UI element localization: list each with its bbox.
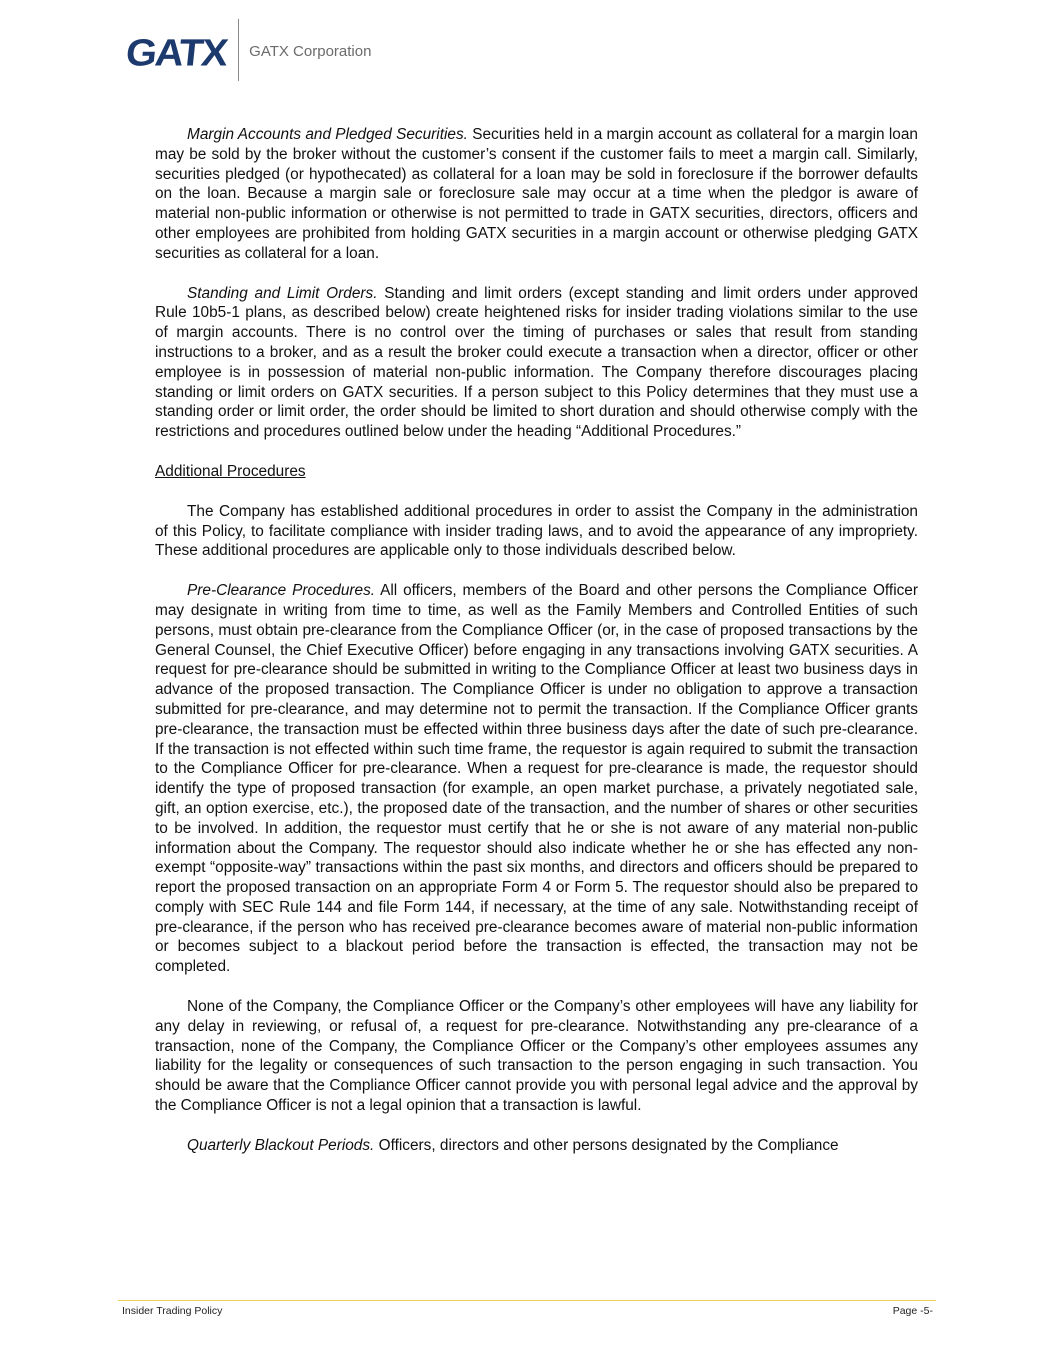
- gatx-logo: GATX: [123, 32, 229, 74]
- paragraph-text: Officers, directors and other persons designated by the Compliance: [374, 1136, 839, 1154]
- paragraph-lead: Standing and Limit Orders.: [187, 284, 378, 302]
- section-heading-additional-procedures: Additional Procedures: [155, 462, 306, 480]
- logo-divider: [238, 19, 239, 81]
- paragraph-blackout: [155, 1136, 918, 1156]
- paragraph-liability: None of the Company, the Compliance Officer or the Company’s other employees will have any liability for any delay in reviewing, or refusal of, a request for pre-clearance. Notwithstanding any pre-clearance of a transaction, none of the Company, the Compliance Officer or the Company’s other employees assumes any liability for the legality or consequences of such transaction to the person engaging in such transaction. You should be aware that the Compliance Officer cannot provide you with personal legal advice and the approval by the Compliance Officer is not a legal opinion that a transaction is lawful.: [155, 998, 918, 1115]
- footer-page-number: Page -5-: [892, 1305, 933, 1317]
- paragraph-preclearance: [155, 581, 918, 977]
- paragraph-margin-accounts: [155, 125, 918, 264]
- footer-document-title: Insider Trading Policy: [122, 1305, 223, 1317]
- page-header: [123, 18, 372, 82]
- company-name: GATX Corporation: [249, 42, 372, 60]
- document-body: [155, 125, 918, 1176]
- paragraph-standing-orders: [155, 284, 918, 442]
- paragraph-text: All officers, members of the Board and other persons the Compliance Officer may designate in writing from time to time, as well as the Family Members and Controlled Entities of such persons, must obtain pre-clearance from the Compliance Officer (or, in the case of proposed transactions by the General Counsel, the Chief Executive Officer) before engaging in any transactions involving GATX securities. A request for pre-clearance should be submitted in writing to the Compliance Officer at least two business days in advance of the proposed transaction. The Compliance Officer is under no obligation to approve a transaction submitted for pre-clearance, and may determine not to permit the transaction. If the Compliance Officer grants pre-clearance, the transaction must be effected within three business days after the date of such pre-clearance. If the transaction is not effected within such time frame, the requestor is again required to submit the transaction to the Compliance Officer for pre-clearance. When a request for pre-clearance is made, the requestor should identify the type of proposed transaction (for example, an open market purchase, a privately negotiated sale, gift, an option exercise, etc.), the proposed date of the transaction, and the number of shares or other securities to be involved. In addition, the requestor must certify that he or she is not aware of any material non-public information about the Company. The requestor should also indicate whether he or she has effected any non-exempt “opposite-way” transactions within the past six months, and directors and officers should be prepared to report the proposed transaction on an appropriate Form 4 or Form 5. The requestor should also be prepared to comply with SEC Rule 144 and file Form 144, if necessary, at the time of any sale. Notwithstanding receipt of pre-clearance, if the person who has received pre-clearance becomes aware of material non-public information or becomes subject to a blackout period before the transaction is effected, the transaction may not be completed.: [155, 582, 918, 976]
- footer-rule: [118, 1300, 936, 1301]
- paragraph-text: Standing and limit orders (except standing and limit orders under approved Rule 10b5-1 plans, as described below) create heightened risks for insider trading violations similar to the use of margin accounts. There is no control over the timing of purchases or sales that result from standing instructions to a broker, and as a result the broker could execute a transaction when a director, officer or other employee is in possession of material non-public information. The Company therefore discourages placing standing or limit orders on GATX securities. If a person subject to this Policy determines that they must use a standing order or limit order, the order should be limited to short duration and should otherwise comply with the restrictions and procedures outlined below under the heading “Additional Procedures.”: [155, 284, 919, 441]
- paragraph-lead: Quarterly Blackout Periods.: [187, 1136, 375, 1154]
- paragraph-lead: Margin Accounts and Pledged Securities.: [187, 126, 468, 143]
- paragraph-text: Securities held in a margin account as collateral for a margin loan may be sold by the broker without the customer’s consent if the customer fails to meet a margin call. Similarly, securities pledged (or hypothecated) as collateral for a loan may be sold in foreclosure if the borrower defaults on the loan. Because a margin sale or foreclosure sale may occur at a time when the pledgor is aware of material non-public information or otherwise is not permitted to trade in GATX securities, directors, officers and other employees are prohibited from holding GATX securities in a margin account or otherwise pledging GATX securities as collateral for a loan.: [155, 126, 918, 262]
- paragraph-lead: Pre-Clearance Procedures.: [187, 582, 376, 600]
- paragraph-additional-intro: The Company has established additional procedures in order to assist the Company in the administration of this Policy, to facilitate compliance with insider trading laws, and to avoid the appearance of any impropriety. These additional procedures are applicable only to those individuals described below.: [155, 502, 918, 560]
